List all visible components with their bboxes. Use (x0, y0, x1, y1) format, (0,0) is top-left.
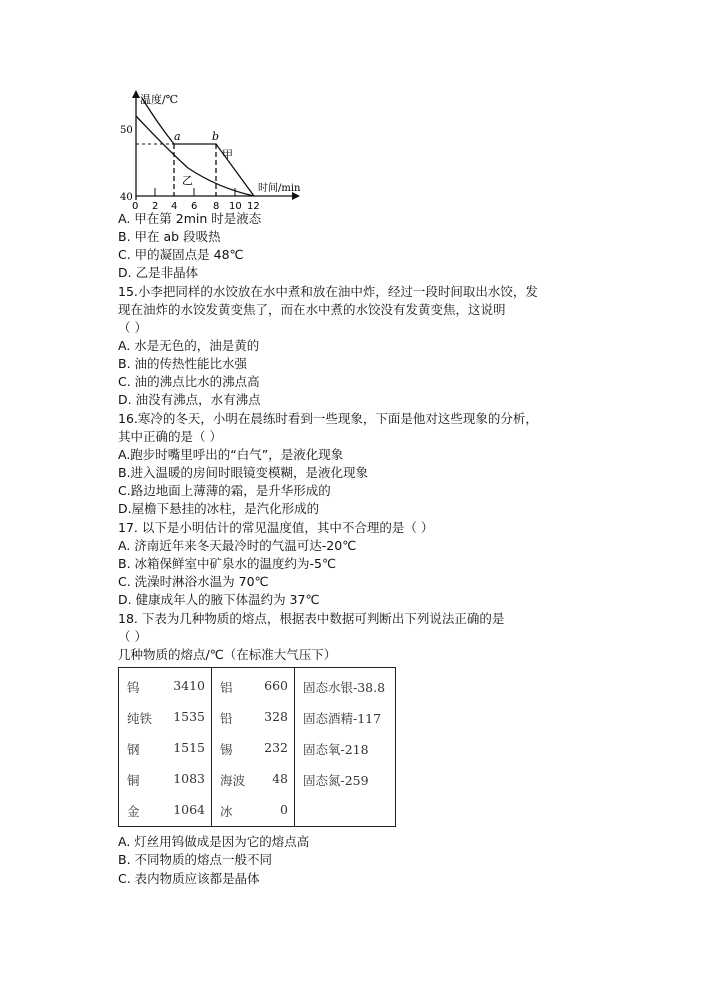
q15-answer-bracket: （ ） (118, 320, 147, 335)
table-row: 固态氮-259 (303, 773, 369, 788)
q14-option-d: D. 乙是非晶体 (118, 265, 199, 280)
x-tick-12: 12 (247, 201, 260, 212)
q18-stem: 18. 下表为几种物质的熔点，根据表中数据可判断出下列说法正确的是 (118, 611, 505, 626)
x-tick-4: 4 (171, 201, 178, 212)
table-row: 冰 0 (220, 802, 288, 819)
table-row: 铅 328 (220, 709, 288, 726)
table-column-3 (295, 668, 395, 826)
q16-stem-line1: 16.寒冷的冬天，小明在晨练时看到一些现象，下面是他对这些现象的分析， (118, 411, 538, 426)
q16-option-c: C.路边地面上薄薄的霜，是升华形成的 (118, 483, 331, 498)
y-axis-label: 温度/℃ (140, 93, 179, 106)
melting-point-table (118, 667, 396, 827)
table-row: 金 1064 (127, 802, 205, 819)
q17-option-b: B. 冰箱保鲜室中矿泉水的温度约为-5℃ (118, 556, 337, 571)
q18-answer-bracket: （ ） (118, 629, 147, 644)
q15-option-c: C. 油的沸点比水的沸点高 (118, 374, 260, 389)
table-row: 钨 3410 (127, 678, 205, 695)
curve-jia-label: 甲 (222, 148, 233, 161)
table-row: 固态酒精-117 (303, 711, 382, 726)
q16-option-a: A.跑步时嘴里呼出的“白气”，是液化现象 (118, 447, 344, 462)
q17-option-a: A. 济南近年来冬天最冷时的气温可达-20℃ (118, 538, 357, 553)
q18-option-a: A. 灯丝用钨做成是因为它的熔点高 (118, 834, 310, 849)
q16-option-b: B.进入温暖的房间时眼镜变模糊，是液化现象 (118, 465, 369, 480)
x-tick-0: 0 (132, 201, 139, 212)
q18-option-b: B. 不同物质的熔点一般不同 (118, 852, 273, 867)
point-b-label: b (212, 130, 220, 143)
table-row: 固态水银-38.8 (303, 680, 386, 695)
x-tick-10: 10 (229, 201, 242, 212)
q17-stem: 17. 以下是小明估计的常见温度值，其中不合理的是（ ） (118, 520, 434, 535)
table-column-2 (212, 668, 295, 826)
table-row: 铜 1083 (127, 771, 205, 788)
q15-stem-line2: 现在油炸的水饺发黄变焦了，而在水中煮的水饺没有发黄变焦，这说明 (118, 302, 506, 317)
q17-option-d: D. 健康成年人的腋下体温约为 37℃ (118, 592, 320, 607)
table-row: 铝 660 (220, 678, 288, 695)
curve-yi-label: 乙 (182, 174, 193, 187)
y-tick-50: 50 (120, 125, 133, 136)
table-row: 海波 48 (220, 771, 288, 788)
q15-option-d: D. 油没有沸点，水有沸点 (118, 392, 261, 407)
y-tick-40: 40 (120, 192, 133, 203)
q18-table-caption: 几种物质的熔点/℃（在标准大气压下） (118, 647, 337, 662)
x-tick-6: 6 (191, 201, 198, 212)
x-axis-label: 时间/min (258, 183, 301, 194)
q16-stem-line2: 其中正确的是（ ） (118, 429, 222, 444)
q14-option-c: C. 甲的凝固点是 48℃ (118, 247, 244, 262)
q15-option-a: A. 水是无色的，油是黄的 (118, 338, 260, 353)
table-row: 钢 1515 (127, 740, 205, 757)
q16-option-d: D.屋檐下悬挂的冰柱，是汽化形成的 (118, 501, 320, 516)
x-tick-8: 8 (213, 201, 220, 212)
table-row: 固态氧-218 (303, 742, 369, 757)
q15-stem-line1: 15.小李把同样的水饺放在水中煮和放在油中炸，经过一段时间取出水饺，发 (118, 284, 538, 299)
x-tick-2: 2 (152, 201, 159, 212)
table-column-1 (119, 668, 212, 826)
q15-option-b: B. 油的传热性能比水强 (118, 356, 248, 371)
temperature-time-graph (118, 88, 328, 213)
point-a-label: a (174, 130, 181, 143)
table-row: 纯铁 1535 (127, 709, 205, 726)
q17-option-c: C. 洗澡时淋浴水温为 70℃ (118, 574, 269, 589)
q14-option-b: B. 甲在 ab 段吸热 (118, 229, 221, 244)
q18-option-c: C. 表内物质应该都是晶体 (118, 871, 260, 886)
table-row: 锡 232 (220, 740, 288, 757)
q14-option-a: A. 甲在第 2min 时是液态 (118, 211, 262, 226)
